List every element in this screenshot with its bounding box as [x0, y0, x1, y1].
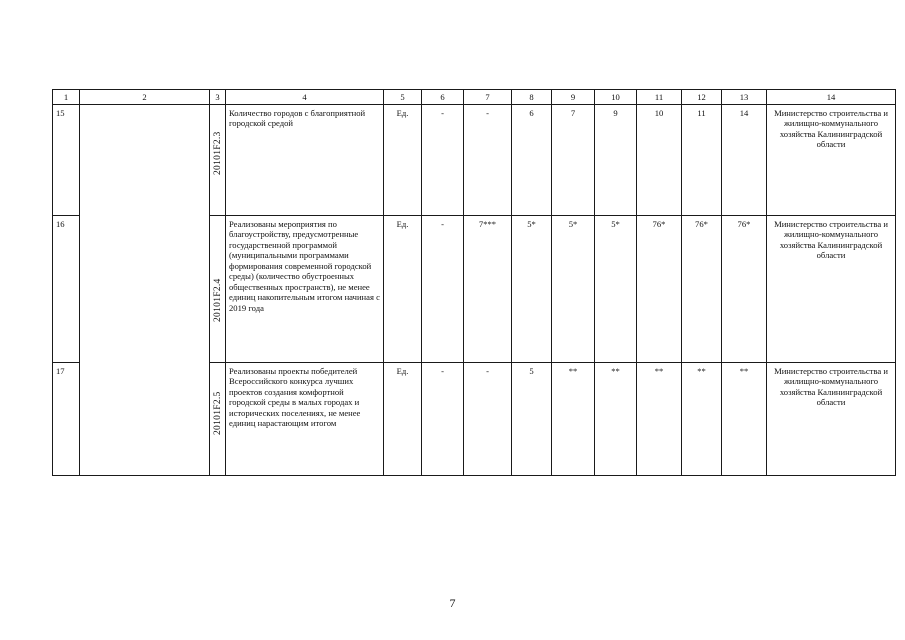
indicator-code: 20101F2.3	[212, 131, 223, 176]
responsible-ministry: Министерство строительства и жилищно-коммунального хозяйства Калининградской области	[767, 363, 896, 476]
value-cell: 5*	[512, 216, 552, 363]
value-cell: 5*	[595, 216, 637, 363]
header-cell: 4	[226, 90, 384, 105]
value-cell: **	[637, 363, 682, 476]
value-cell: -	[422, 363, 464, 476]
value-cell: 6	[512, 105, 552, 216]
value-cell: 5*	[552, 216, 595, 363]
header-cell: 6	[422, 90, 464, 105]
header-cell: 11	[637, 90, 682, 105]
value-cell: -	[464, 105, 512, 216]
row-number: 15	[53, 105, 80, 216]
value-cell: 7***	[464, 216, 512, 363]
indicator-code: 20101F2.4	[212, 278, 223, 323]
value-cell: **	[682, 363, 722, 476]
page-number: 7	[449, 596, 456, 610]
indicators-table	[52, 89, 896, 476]
header-cell: 7	[464, 90, 512, 105]
header-cell: 14	[767, 90, 896, 105]
unit-cell: Ед.	[384, 105, 422, 216]
header-cell: 9	[552, 90, 595, 105]
value-cell: 9	[595, 105, 637, 216]
value-cell: 11	[682, 105, 722, 216]
value-cell: -	[464, 363, 512, 476]
header-cell: 12	[682, 90, 722, 105]
indicator-code: 20101F2.5	[212, 391, 223, 436]
responsible-ministry: Министерство строительства и жилищно-коммунального хозяйства Калининградской области	[767, 216, 896, 363]
header-cell: 2	[80, 90, 210, 105]
value-cell: -	[422, 105, 464, 216]
value-cell: 10	[637, 105, 682, 216]
value-cell: 76*	[637, 216, 682, 363]
unit-cell: Ед.	[384, 216, 422, 363]
responsible-ministry: Министерство строительства и жилищно-коммунального хозяйства Калининградской области	[767, 105, 896, 216]
value-cell: 76*	[682, 216, 722, 363]
indicator-name: Количество городов с благоприятной городской средой	[226, 105, 384, 216]
value-cell: 76*	[722, 216, 767, 363]
header-cell: 1	[53, 90, 80, 105]
header-cell: 13	[722, 90, 767, 105]
header-cell: 8	[512, 90, 552, 105]
merged-empty-cell	[80, 105, 210, 476]
value-cell: -	[422, 216, 464, 363]
table-row	[53, 105, 896, 216]
table-header-row	[53, 90, 896, 105]
value-cell: 7	[552, 105, 595, 216]
header-cell: 5	[384, 90, 422, 105]
header-cell: 10	[595, 90, 637, 105]
indicator-code-cell	[210, 105, 226, 216]
value-cell: **	[595, 363, 637, 476]
indicator-name: Реализованы проекты победителей Всероссийского конкурса лучших проектов создания комфортной городской среды в малых городах и исторических поселениях, не менее единиц нарастающим итогом	[226, 363, 384, 476]
value-cell: 14	[722, 105, 767, 216]
indicator-code-cell	[210, 216, 226, 363]
row-number: 16	[53, 216, 80, 363]
indicator-code-cell	[210, 363, 226, 476]
value-cell: **	[722, 363, 767, 476]
row-number: 17	[53, 363, 80, 476]
value-cell: **	[552, 363, 595, 476]
indicator-name: Реализованы мероприятия по благоустройству, предусмотренные государственной программой (муниципальными программами формирования современной городской среды) (количество обустроенных общественных пространств), не менее единиц накопительным итогом начиная с 2019 года	[226, 216, 384, 363]
value-cell: 5	[512, 363, 552, 476]
unit-cell: Ед.	[384, 363, 422, 476]
header-cell: 3	[210, 90, 226, 105]
